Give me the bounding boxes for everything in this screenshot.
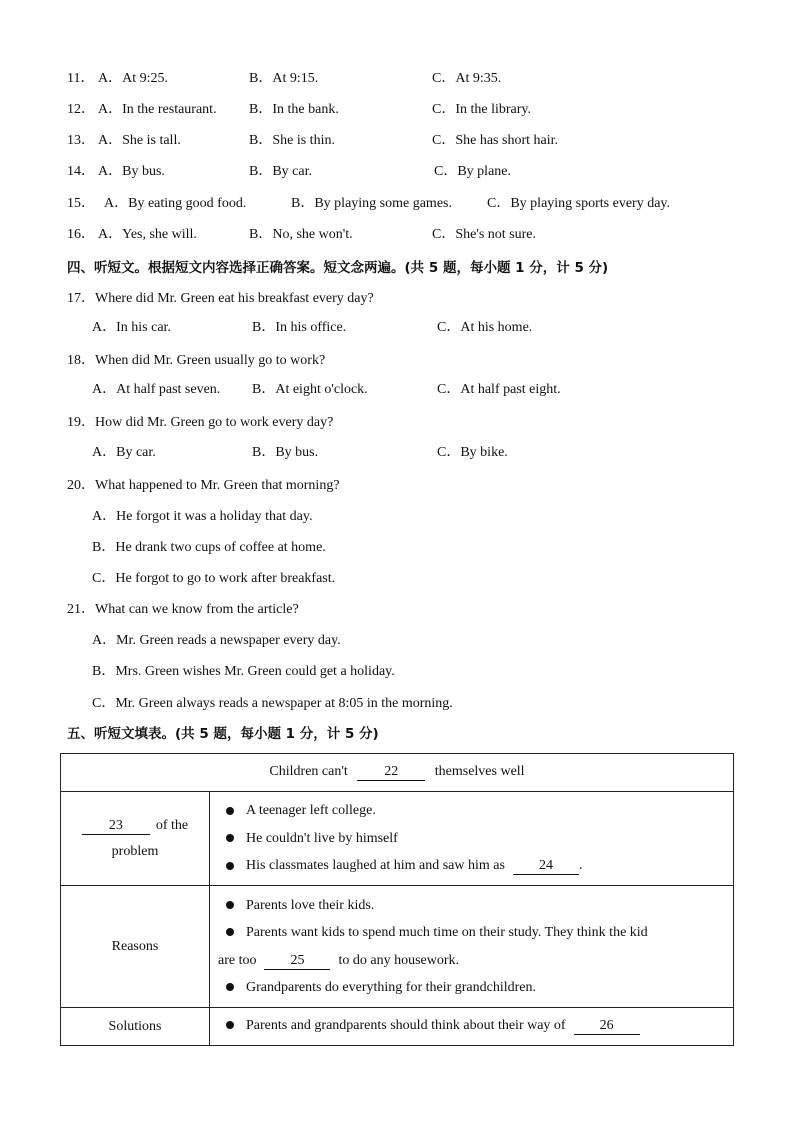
reason-item-text: Grandparents do everything for their grandchildren. [246,980,537,995]
reason-item-2 [218,919,733,947]
question-21-stem: 21．What can we know from the article? [67,602,299,617]
question-number: 14． [67,164,95,179]
problem-item-text: He couldn't live by himself [246,830,398,846]
problem-item-1 [218,797,733,825]
option-a: A．In the restaurant. [98,102,217,117]
option-a: A．By bus. [98,164,165,179]
problem-items-cell [210,792,734,886]
option-c: C．By plane. [434,164,511,179]
question-20-option-a: A．He forgot it was a holiday that day. [92,509,313,524]
option-c: C．She has short hair. [432,133,558,148]
blank-26[interactable]: 26 [574,1018,640,1035]
bullet-icon [226,1021,234,1029]
question-number: 16． [67,227,95,242]
option-a: A．At half past seven. [92,382,221,397]
question-20-stem: 20．What happened to Mr. Green that morning? [67,478,340,493]
bullet-icon [226,983,234,991]
bullet-icon [226,928,234,936]
solutions-label-cell: Solutions [61,1008,210,1046]
question-number: 15． [67,196,95,211]
header-text-post: themselves well [434,764,525,779]
bullet-icon [226,834,234,842]
table-header-row [61,754,734,792]
problem-label-b: problem [111,843,159,859]
reasons-label-cell: Reasons [61,886,210,1008]
option-a: A．By eating good food. [104,196,247,211]
option-c: C．She's not sure. [432,227,537,242]
option-b: B．By bus. [252,445,319,460]
option-a: A．By car. [92,445,156,460]
option-a: A．She is tall. [98,133,181,148]
section-5-title: 五、听短文填表。(共 5 题，每小题 1 分，计 5 分) [67,726,379,742]
blank-24[interactable]: 24 [513,858,579,875]
reason-item-3 [218,974,733,1002]
option-c: C．At half past eight. [437,382,561,397]
reason-item-text: Parents want kids to spend much time on their study. They think the kid [246,925,648,940]
option-a: A．At 9:25. [98,71,168,86]
bullet-icon [226,807,234,815]
problem-label-cell [61,792,210,886]
question-21-option-a: A．Mr. Green reads a newspaper every day. [92,633,341,648]
problem-item-2 [218,825,733,853]
option-b: B．By car. [249,164,312,179]
question-number: 11． [67,71,95,86]
option-a: A．In his car. [92,320,171,335]
option-b: B．At 9:15. [249,71,319,86]
question-number: 12． [67,102,95,117]
table-row-problem [61,792,734,886]
reasons-items-cell [210,886,734,1008]
blank-25[interactable]: 25 [264,953,330,970]
header-text-pre: Children can't [269,764,348,779]
question-number: 13． [67,133,95,148]
option-c: C．At his home. [437,320,533,335]
problem-item-3: His classmates laughed at him and saw him as 24 . [218,852,733,880]
question-21-option-c: C．Mr. Green always reads a newspaper at 8:05 in the morning. [92,696,453,711]
option-a: A．Yes, she will. [98,227,197,242]
solution-item-1 [218,1018,733,1035]
bullet-icon [226,901,234,909]
option-b: B．At eight o'clock. [252,382,368,397]
bullet-icon [226,862,234,870]
problem-label-a: of the [155,817,189,833]
reason-item-text: are too [218,952,257,968]
option-c: C．At 9:35. [432,71,502,86]
blank-23[interactable]: 23 [82,818,150,835]
option-c: C．By bike. [437,445,508,460]
option-b: B．In his office. [252,320,347,335]
solutions-items-cell [210,1008,734,1046]
table-row-reasons [61,886,734,1008]
option-b: B．She is thin. [249,133,335,148]
table-row-solutions [61,1008,734,1046]
section-4-title: 四、听短文。根据短文内容选择正确答案。短文念两遍。(共 5 题，每小题 1 分，计 5 分) [67,260,609,276]
reason-item-1 [218,892,733,920]
table-header-cell [61,754,734,792]
option-c: C．In the library. [432,102,532,117]
question-20-option-b: B．He drank two cups of coffee at home. [92,540,326,555]
problem-item-text: His classmates laughed at him and saw him as [246,858,505,874]
option-b: B．In the bank. [249,102,339,117]
option-b: B．By playing some games. [291,196,452,211]
option-b: B．No, she won't. [249,227,353,242]
reason-item-2-cont [218,947,733,975]
question-18-stem: 18．When did Mr. Green usually go to work? [67,353,326,368]
solution-item-text: Parents and grandparents should think about their way of [246,1018,566,1033]
problem-item-text: A teenager left college. [246,803,376,819]
option-c: C．By playing sports every day. [487,196,671,211]
question-19-stem: 19．How did Mr. Green go to work every day? [67,415,334,430]
reason-item-text: to do any housework. [338,952,460,968]
reason-item-text: Parents love their kids. [246,897,375,913]
question-20-option-c: C．He forgot to go to work after breakfast. [92,571,336,586]
fill-in-table [60,753,734,1046]
question-21-option-b: B．Mrs. Green wishes Mr. Green could get a holiday. [92,664,395,679]
question-17-stem: 17．Where did Mr. Green eat his breakfast every day? [67,291,374,306]
blank-22[interactable]: 22 [357,764,425,781]
